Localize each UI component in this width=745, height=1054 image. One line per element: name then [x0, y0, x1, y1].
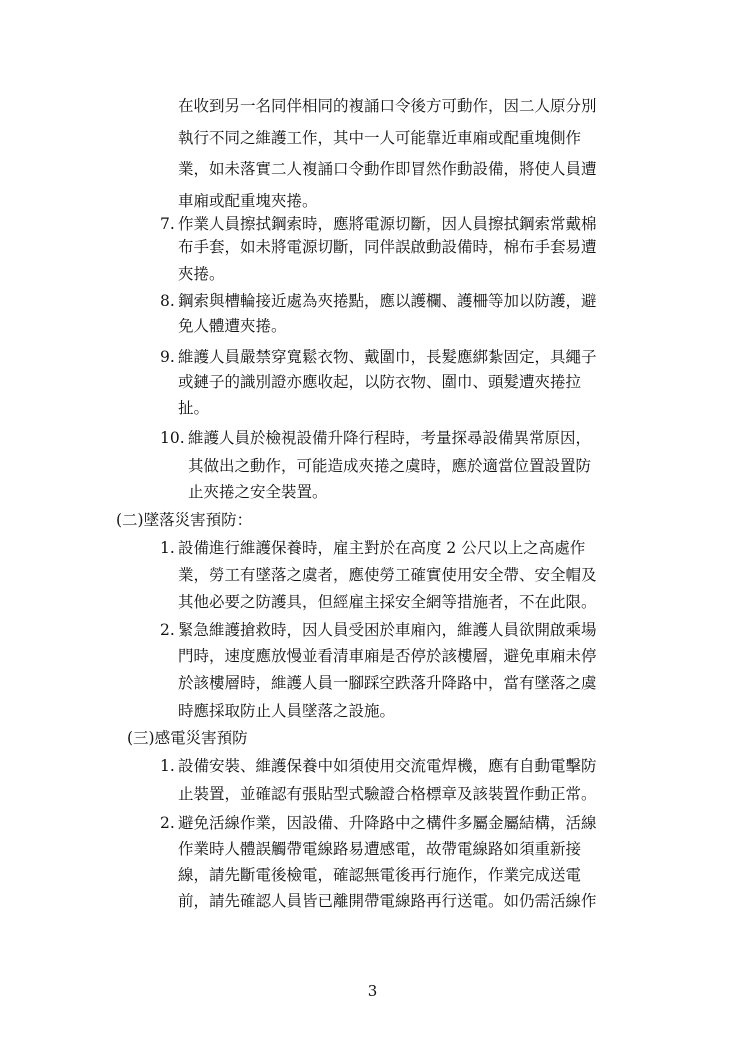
text-line: 業，勞工有墜落之虞者，應使勞工確實使用安全帶、安全帽及	[178, 566, 597, 584]
item-number: 1.	[160, 757, 175, 775]
text-line: 在收到另一名同伴相同的複誦口令後方可動作，因二人原分別	[178, 97, 597, 115]
text-line: 線，請先斷電後檢電，確認無電後再行施作，作業完成送電	[178, 866, 582, 884]
text-line: 布手套，如未將電源切斷，同伴誤啟動設備時，棉布手套易遭	[178, 238, 597, 256]
text-line: 維護人員於檢視設備升降行程時，考量探尋設備異常原因，	[188, 429, 592, 447]
text-line: 作業人員擦拭鋼索時，應將電源切斷，因人員擦拭鋼索常戴棉	[178, 215, 597, 233]
item-number: 1.	[160, 539, 175, 557]
page-number: 3	[367, 982, 378, 1000]
item-number: 2.	[160, 621, 175, 639]
text-line: 其他必要之防護具，但經雇主採安全網等措施者，不在此限。	[178, 593, 597, 611]
text-line: 設備進行維護保養時，雇主對於在高度 2 公尺以上之高處作	[178, 539, 586, 557]
text-line: 維護人員嚴禁穿寬鬆衣物、戴圍巾，長髮應綁紮固定，具繩子	[178, 348, 597, 366]
item-number: 9.	[160, 348, 175, 366]
text-line: 鋼索與槽輪接近處為夾捲點，應以護欄、護柵等加以防護，避	[178, 292, 597, 310]
item-number: 8.	[160, 292, 175, 310]
section-heading: (二)墜落災害預防：	[116, 511, 253, 529]
text-line: 執行不同之維護工作，其中一人可能靠近車廂或配重塊側作	[178, 129, 582, 147]
text-line: 設備安裝、維護保養中如須使用交流電焊機，應有自動電擊防	[178, 757, 597, 775]
text-line: 避免活線作業，因設備、升降路中之構件多屬金屬結構，活線	[178, 814, 597, 832]
text-line: 止裝置，並確認有張貼型式驗證合格標章及該裝置作動正常。	[178, 785, 597, 803]
section-heading: (三)感電災害預防	[127, 729, 248, 747]
item-number: 2.	[160, 814, 175, 832]
item-number: 10.	[160, 429, 185, 447]
text-line: 緊急維護搶救時，因人員受困於車廂內，維護人員欲開啟乘場	[178, 621, 597, 639]
text-line: 時應採取防止人員墜落之設施。	[178, 702, 396, 720]
text-line: 門時，速度應放慢並看清車廂是否停於該樓層，避免車廂未停	[178, 647, 597, 665]
text-line: 業，如未落實二人複誦口令動作即冒然作動設備，將使人員遭	[178, 160, 597, 178]
text-line: 作業時人體誤觸帶電線路易遭感電，故帶電線路如須重新接	[178, 840, 582, 858]
text-line: 扯。	[178, 399, 210, 417]
text-line: 夾捲。	[178, 265, 225, 283]
text-line: 於該樓層時，維護人員一腳踩空跌落升降路中，當有墜落之虞	[178, 674, 597, 692]
text-line: 或鏈子的識別證亦應收起，以防衣物、圍巾、頭髮遭夾捲拉	[178, 373, 582, 391]
text-line: 免人體遭夾捲。	[178, 317, 287, 335]
text-line: 止夾捲之安全裝置。	[188, 483, 328, 501]
text-line: 前，請先確認人員皆已離開帶電線路再行送電。如仍需活線作	[178, 892, 597, 910]
text-line: 其做出之動作，可能造成夾捲之虞時，應於適當位置設置防	[188, 457, 592, 475]
text-line: 車廂或配重塊夾捲。	[178, 192, 318, 210]
item-number: 7.	[160, 215, 175, 233]
